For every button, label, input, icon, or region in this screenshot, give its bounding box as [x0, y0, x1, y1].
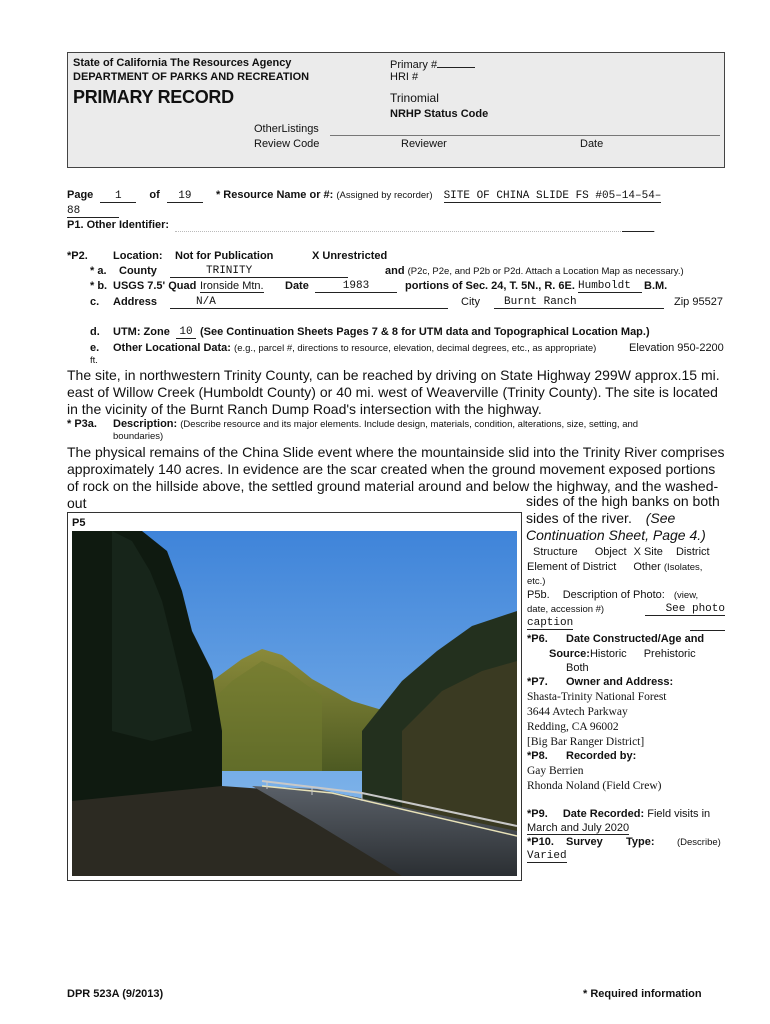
resource-name-hint: (Assigned by recorder) [336, 190, 433, 201]
p1-other-identifier-tail [622, 231, 654, 232]
other-listings-label: OtherListings [254, 123, 319, 135]
resource-name-value: SITE OF CHINA SLIDE FS #05–14–54– [443, 190, 662, 202]
p10-describe-hint: (Describe) [677, 837, 721, 848]
quad-value: Ironside Mtn. [200, 280, 264, 292]
recorder-name: Gay Berrien [527, 765, 584, 777]
resource-description: The physical remains of the China Slide event where the mountainside slid into the Trinity River comprises approximately 140 acres. In evidence are the scar created when the ground movement exposed portions of rock on the hillside above, the settled ground material around and below the highway, and the washed-out [67, 444, 725, 511]
city-label: City [461, 296, 480, 308]
elevation-continuation: ft. [90, 355, 98, 366]
p5b-description-label: Description of Photo: [562, 589, 665, 601]
p3a-description-hint-cont: boundaries) [113, 431, 164, 442]
p6-label: *P6. [527, 633, 548, 645]
photo-illustration [72, 531, 517, 876]
review-code-label: Review Code [254, 138, 320, 150]
utm-zone-label: UTM: Zone [113, 326, 170, 338]
owner-line: 3644 Avtech Parkway [527, 706, 628, 718]
owner-line: Redding, CA 96002 [527, 721, 619, 733]
historic-option: Historic [589, 648, 627, 660]
city-value: Burnt Ranch [494, 296, 664, 309]
p5b-hint-cont: date, accession #) [527, 604, 605, 615]
p5-label: P5 [72, 517, 86, 529]
p2c-label: c. [90, 296, 100, 308]
not-for-publication: Not for Publication [175, 250, 274, 262]
p6-title: Date Constructed/Age and [566, 633, 705, 645]
page-number: 1 [100, 190, 136, 203]
location-description: The site, in northwestern Trinity County, can be reached by driving on State Highway 299W approx.15 mi. east of Willow Creek (Humboldt County) or 40 mi. west of Weaverville (Trinity County). The site is located in the vicinity of the Burnt Ranch Dump Road's intersection with the highway. [67, 367, 720, 417]
p2b-date-label: Date [285, 280, 309, 292]
china-slide-photo [72, 531, 517, 876]
usgs-quad-label: USGS 7.5' Quad [113, 280, 197, 292]
p5b-row [527, 589, 698, 601]
p1-other-identifier-line [175, 231, 655, 232]
site-option: X Site [633, 546, 663, 558]
resource-name-continuation: 88 [67, 205, 119, 218]
page-label: Page [67, 189, 94, 201]
p2a-note: and (P2c, P2e, and P2b or P2d. Attach a Location Map as necessary.) [385, 265, 684, 277]
header-box [67, 52, 725, 168]
p2-label: *P2. [67, 250, 88, 262]
resource-type-row-2 [527, 561, 702, 573]
other-locational-data: Other Locational Data: (e.g., parcel #, directions to resource, elevation, decimal degrees, etc., as appropriate) [113, 342, 597, 354]
district-option: District [675, 546, 710, 558]
resource-name-label: * Resource Name or #: [215, 189, 334, 201]
p8-title: Recorded by: [566, 750, 637, 762]
form-title: PRIMARY RECORD [73, 87, 234, 107]
other-listings-line [330, 135, 720, 136]
p5b-value: See photo [645, 603, 725, 616]
base-meridian-value: Humboldt [578, 280, 642, 293]
prehistoric-option: Prehistoric [643, 648, 696, 660]
of-label: of [149, 189, 160, 201]
portions-label: portions of Sec. 24, T. 5N., R. 6E. [405, 280, 575, 292]
page-line [67, 189, 661, 203]
p5b-label: P5b. [527, 589, 550, 601]
county-value: TRINITY [170, 265, 348, 278]
p9-label: *P9. [527, 808, 548, 820]
p6-source-row: Source:Historic Prehistoric [549, 648, 696, 660]
utm-note: (See Continuation Sheets Pages 7 & 8 for UTM data and Topographical Location Map.) [200, 326, 650, 338]
p10-label: *P10. [527, 836, 554, 848]
p2a-label: * a. [90, 265, 107, 277]
p3a-label: * P3a. [67, 418, 97, 430]
photo-box [67, 512, 522, 881]
agency-line-1: State of California The Resources Agency [73, 57, 292, 69]
p5b-hint: (view, [673, 590, 699, 601]
utm-zone-value: 10 [176, 326, 196, 339]
page-total: 19 [167, 190, 203, 203]
structure-option: Structure [533, 546, 578, 558]
other-option: Other [633, 561, 661, 573]
p7-label: *P7. [527, 676, 548, 688]
other-option-hint: (Isolates, [663, 562, 703, 573]
p9-row [527, 808, 710, 820]
date-recorded-value: Field visits in [647, 808, 711, 820]
review-date-label: Date [580, 138, 604, 150]
zip-field: Zip 95527 [674, 296, 723, 308]
resource-description-right-2: sides of the river. (See [526, 510, 676, 526]
county-label: County [119, 265, 157, 277]
survey-type-value: Varied [527, 850, 567, 862]
resource-description-right-1: sides of the high banks on both [526, 493, 720, 509]
owner-address [527, 690, 667, 750]
object-option: Object [594, 546, 627, 558]
continuation-sheet-reference: Continuation Sheet, Page 4.) [526, 527, 706, 543]
p5b-tail-line [690, 630, 725, 631]
p10-survey-label: Survey [566, 836, 603, 848]
other-option-hint-cont: etc.) [527, 576, 546, 587]
p2d-label: d. [90, 326, 100, 338]
p10-type-label: Type: [626, 836, 655, 848]
bm-label: B.M. [644, 280, 668, 292]
p9-title: Date Recorded: [562, 808, 645, 820]
required-information-note: * Required information [583, 988, 702, 1000]
resource-type-row-1 [533, 546, 710, 558]
both-option: Both [566, 662, 589, 674]
p2b-date-value: 1983 [315, 280, 397, 293]
element-of-district-option: Element of District [527, 561, 617, 573]
primary-number-label: Primary # [390, 57, 475, 71]
reviewer-label: Reviewer [401, 138, 447, 150]
owner-line: Shasta-Trinity National Forest [527, 691, 667, 703]
p2-location-label: Location: [113, 250, 163, 262]
address-value: N/A [170, 296, 448, 309]
nrhp-status-label: NRHP Status Code [390, 108, 489, 120]
recorder-name: Rhonda Noland (Field Crew) [527, 780, 662, 792]
p1-other-identifier-label: P1. Other Identifier: [67, 219, 170, 231]
hri-number-label: HRI # [390, 71, 419, 83]
address-label: Address [113, 296, 158, 308]
form-id: DPR 523A (9/2013) [67, 988, 164, 1000]
owner-line: [Big Bar Ranger District] [527, 736, 645, 748]
date-recorded-value-cont: March and July 2020 [527, 822, 630, 834]
p2e-label: e. [90, 342, 100, 354]
agency-line-2: DEPARTMENT OF PARKS AND RECREATION [73, 71, 310, 83]
p7-title: Owner and Address: [566, 676, 674, 688]
trinomial-label: Trinomial [390, 91, 439, 105]
unrestricted-option: X Unrestricted [312, 250, 388, 262]
elevation-value: Elevation 950-2200 [629, 342, 724, 354]
p5b-value-cont: caption [527, 617, 574, 629]
recorded-by [527, 764, 661, 794]
p3a-description-label: Description: (Describe resource and its major elements. Include design, materials, condition, alterations, size, setting, and [113, 418, 639, 430]
p2b-label: * b. [90, 280, 108, 292]
p8-label: *P8. [527, 750, 548, 762]
